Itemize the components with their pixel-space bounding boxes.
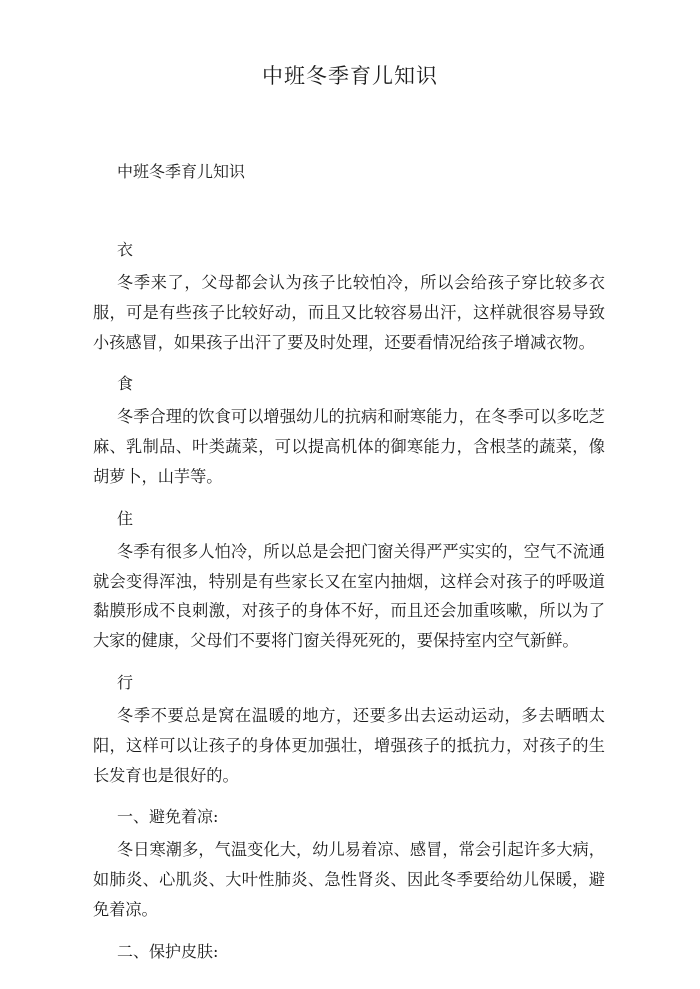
section-body-avoid-cold-wrap bbox=[93, 835, 605, 924]
section-heading-avoid-cold: 一、避免着凉: bbox=[117, 807, 219, 827]
section-heading-food: 食 bbox=[117, 374, 134, 394]
section-heading-skin-care: 二、保护皮肤: bbox=[117, 941, 219, 961]
section-body-housing-wrap bbox=[93, 537, 605, 656]
section-body-food: 冬季合理的饮食可以增强幼儿的抗病和耐寒能力，在冬季可以多吃芝麻、乳制品、叶类蔬菜，可以提高机体的御寒能力，含根茎的蔬菜，像胡萝卜，山芋等。 bbox=[93, 407, 605, 486]
section-body-travel: 冬季不要总是窝在温暖的地方，还要多出去运动运动，多去晒晒太阳，这样可以让孩子的身体更加强壮，增强孩子的抵抗力，对孩子的生长发育也是很好的。 bbox=[93, 705, 605, 785]
section-body-avoid-cold: 冬日寒潮多，气温变化大，幼儿易着凉、感冒，常会引起许多大病，如肺炎、心肌炎、大叶性肺炎、急性肾炎、因此冬季要给幼儿保暖，避免着凉。 bbox=[93, 840, 605, 919]
section-heading-housing: 住 bbox=[117, 508, 134, 528]
section-heading-clothing: 衣 bbox=[117, 240, 134, 259]
section-body-housing: 冬季有很多人怕冷，所以总是会把门窗关得严严实实的，空气不流通就会变得浑浊，特别是有些家长又在室内抽烟，这样会对孩子的呼吸道黏膜形成不良刺激，对孩子的身体不好，而且还会加重咳嗽，所以为了大家的健康，父母们不要将门窗关得死死的，要保持室内空气新鲜。 bbox=[93, 541, 605, 651]
document-subtitle: 中班冬季育儿知识 bbox=[117, 162, 246, 181]
section-body-clothing-wrap bbox=[93, 268, 605, 357]
section-heading-travel: 行 bbox=[117, 672, 134, 692]
section-body-clothing: 冬季来了，父母都会认为孩子比较怕冷，所以会给孩子穿比较多衣服，可是有些孩子比较好动，而且又比较容易出汗，这样就很容易导致小孩感冒，如果孩子出汗了要及时处理，还要看情况给孩子增减衣物。 bbox=[93, 273, 605, 352]
page-title: 中班冬季育儿知识 bbox=[262, 64, 438, 88]
section-body-food-wrap bbox=[93, 402, 605, 491]
document-body bbox=[93, 160, 605, 964]
section-body-travel-wrap bbox=[93, 701, 605, 790]
